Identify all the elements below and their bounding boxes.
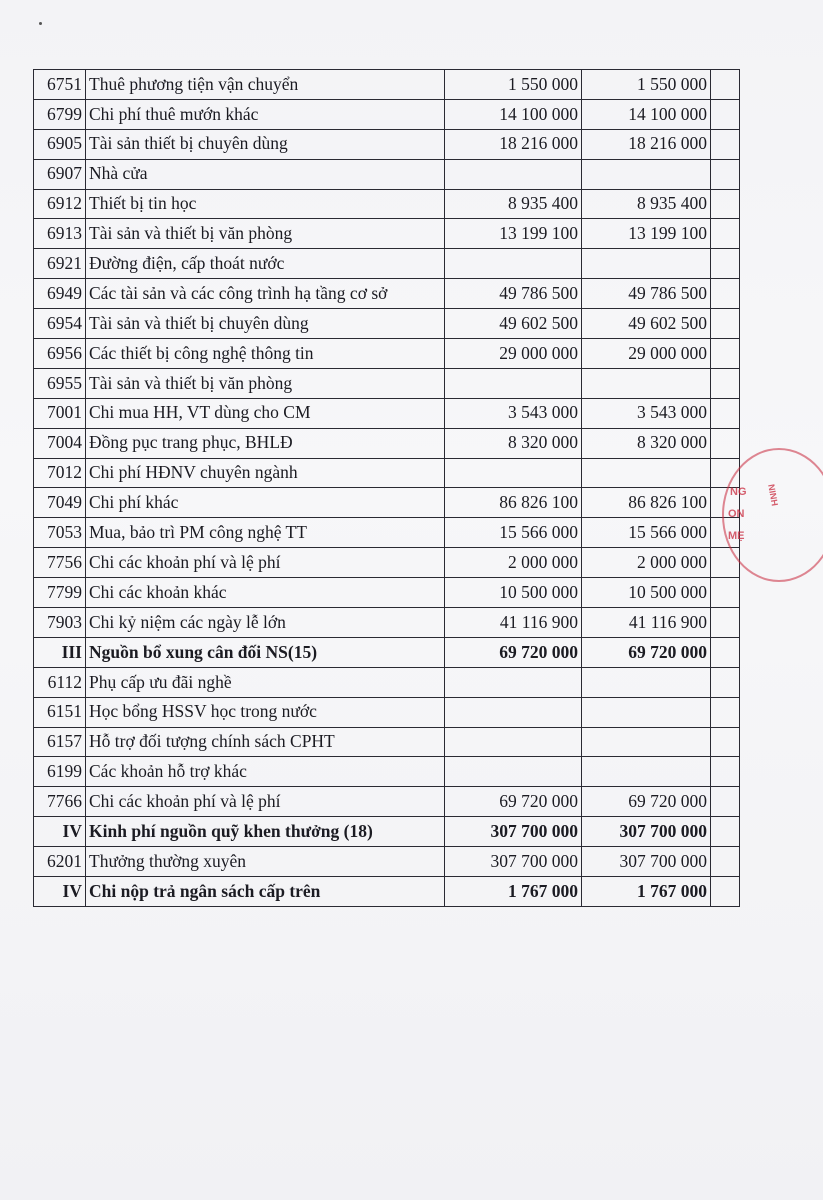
cell-code: 7756 — [34, 548, 86, 578]
cell-v1 — [445, 667, 582, 697]
cell-v1: 307 700 000 — [445, 817, 582, 847]
cell-note — [711, 398, 740, 428]
cell-code: 6913 — [34, 219, 86, 249]
cell-v2: 10 500 000 — [582, 578, 711, 608]
table-row — [34, 757, 740, 787]
cell-name: Chi phí HĐNV chuyên ngành — [86, 458, 445, 488]
cell-code: 7049 — [34, 488, 86, 518]
cell-code: 6157 — [34, 727, 86, 757]
cell-name: Tài sản và thiết bị văn phòng — [86, 219, 445, 249]
cell-v2 — [582, 757, 711, 787]
cell-name: Các tài sản và các công trình hạ tầng cơ sở — [86, 279, 445, 309]
cell-name: Nhà cửa — [86, 159, 445, 189]
cell-v1: 69 720 000 — [445, 637, 582, 667]
cell-code: IV — [34, 817, 86, 847]
cell-code: 7012 — [34, 458, 86, 488]
cell-code: IV — [34, 877, 86, 907]
cell-name: Hỗ trợ đối tượng chính sách CPHT — [86, 727, 445, 757]
cell-note — [711, 189, 740, 219]
cell-note — [711, 877, 740, 907]
cell-v2 — [582, 727, 711, 757]
table-row — [34, 458, 740, 488]
cell-note — [711, 99, 740, 129]
cell-v1: 69 720 000 — [445, 787, 582, 817]
cell-code: 6956 — [34, 339, 86, 369]
cell-name: Kinh phí nguồn quỹ khen thưởng (18) — [86, 817, 445, 847]
budget-table — [33, 69, 740, 907]
cell-name: Phụ cấp ưu đãi nghề — [86, 667, 445, 697]
cell-v1: 41 116 900 — [445, 608, 582, 638]
cell-note — [711, 578, 740, 608]
cell-note — [711, 159, 740, 189]
cell-v2: 1 550 000 — [582, 70, 711, 100]
cell-v2: 307 700 000 — [582, 817, 711, 847]
cell-v1: 2 000 000 — [445, 548, 582, 578]
cell-name: Chi nộp trả ngân sách cấp trên — [86, 877, 445, 907]
cell-name: Chi các khoản phí và lệ phí — [86, 787, 445, 817]
cell-v2 — [582, 159, 711, 189]
cell-note — [711, 637, 740, 667]
cell-code: 7799 — [34, 578, 86, 608]
cell-v2 — [582, 667, 711, 697]
cell-note — [711, 667, 740, 697]
table-row — [34, 847, 740, 877]
cell-v1: 307 700 000 — [445, 847, 582, 877]
cell-name: Học bổng HSSV học trong nước — [86, 697, 445, 727]
cell-name: Tài sản thiết bị chuyên dùng — [86, 129, 445, 159]
table-row — [34, 398, 740, 428]
cell-v1: 86 826 100 — [445, 488, 582, 518]
table-row — [34, 667, 740, 697]
cell-v1: 29 000 000 — [445, 339, 582, 369]
cell-note — [711, 727, 740, 757]
cell-v1: 18 216 000 — [445, 129, 582, 159]
cell-note — [711, 608, 740, 638]
cell-v2: 3 543 000 — [582, 398, 711, 428]
cell-note — [711, 787, 740, 817]
table-row — [34, 189, 740, 219]
cell-code: 6921 — [34, 249, 86, 279]
cell-note — [711, 757, 740, 787]
table-row — [34, 129, 740, 159]
table-row — [34, 637, 740, 667]
cell-v1 — [445, 368, 582, 398]
cell-note — [711, 279, 740, 309]
table-row — [34, 368, 740, 398]
cell-v2: 18 216 000 — [582, 129, 711, 159]
cell-code: 6151 — [34, 697, 86, 727]
cell-v2 — [582, 697, 711, 727]
cell-v1 — [445, 727, 582, 757]
cell-code: 6112 — [34, 667, 86, 697]
cell-v1: 13 199 100 — [445, 219, 582, 249]
cell-name: Đường điện, cấp thoát nước — [86, 249, 445, 279]
cell-v1: 3 543 000 — [445, 398, 582, 428]
cell-name: Chi các khoản khác — [86, 578, 445, 608]
cell-v2: 2 000 000 — [582, 548, 711, 578]
cell-code: 6955 — [34, 368, 86, 398]
cell-v2: 49 786 500 — [582, 279, 711, 309]
table-row — [34, 279, 740, 309]
cell-v1 — [445, 159, 582, 189]
table-row — [34, 578, 740, 608]
cell-v2: 29 000 000 — [582, 339, 711, 369]
cell-name: Nguồn bổ xung cân đối NS(15) — [86, 637, 445, 667]
budget-table-body — [34, 70, 740, 907]
cell-note — [711, 817, 740, 847]
cell-note — [711, 70, 740, 100]
cell-v1 — [445, 757, 582, 787]
stamp-text: NINH — [766, 483, 780, 507]
table-row — [34, 518, 740, 548]
cell-v1: 8 935 400 — [445, 189, 582, 219]
cell-v2: 1 767 000 — [582, 877, 711, 907]
cell-v2 — [582, 458, 711, 488]
cell-note — [711, 249, 740, 279]
cell-v2: 14 100 000 — [582, 99, 711, 129]
cell-v2: 307 700 000 — [582, 847, 711, 877]
table-row — [34, 697, 740, 727]
cell-v2: 13 199 100 — [582, 219, 711, 249]
cell-name: Chi kỷ niệm các ngày lễ lớn — [86, 608, 445, 638]
cell-v1 — [445, 249, 582, 279]
cell-v1: 1 767 000 — [445, 877, 582, 907]
cell-note — [711, 368, 740, 398]
cell-code: 6751 — [34, 70, 86, 100]
cell-v1: 15 566 000 — [445, 518, 582, 548]
cell-code: 6949 — [34, 279, 86, 309]
cell-v2 — [582, 249, 711, 279]
cell-name: Tài sản và thiết bị văn phòng — [86, 368, 445, 398]
cell-v1: 1 550 000 — [445, 70, 582, 100]
cell-v1: 49 786 500 — [445, 279, 582, 309]
stamp-text: NG — [730, 486, 747, 498]
cell-note — [711, 309, 740, 339]
cell-name: Chi phí khác — [86, 488, 445, 518]
cell-code: 7903 — [34, 608, 86, 638]
cell-name: Mua, bảo trì PM công nghệ TT — [86, 518, 445, 548]
cell-v1 — [445, 697, 582, 727]
cell-v2: 49 602 500 — [582, 309, 711, 339]
table-row — [34, 219, 740, 249]
cell-name: Chi các khoản phí và lệ phí — [86, 548, 445, 578]
cell-code: 6912 — [34, 189, 86, 219]
cell-note — [711, 697, 740, 727]
cell-v2: 41 116 900 — [582, 608, 711, 638]
cell-name: Chi phí thuê mướn khác — [86, 99, 445, 129]
table-row — [34, 608, 740, 638]
cell-name: Chi mua HH, VT dùng cho CM — [86, 398, 445, 428]
cell-note — [711, 129, 740, 159]
table-row — [34, 339, 740, 369]
cell-note — [711, 339, 740, 369]
cell-code: 6954 — [34, 309, 86, 339]
table-row — [34, 727, 740, 757]
cell-code: 7053 — [34, 518, 86, 548]
stamp-text: MẸ — [728, 530, 745, 542]
cell-v2: 8 320 000 — [582, 428, 711, 458]
cell-v2: 8 935 400 — [582, 189, 711, 219]
table-row — [34, 488, 740, 518]
cell-v2: 15 566 000 — [582, 518, 711, 548]
cell-name: Các thiết bị công nghệ thông tin — [86, 339, 445, 369]
cell-v2 — [582, 368, 711, 398]
cell-name: Thuê phương tiện vận chuyển — [86, 70, 445, 100]
cell-name: Các khoản hỗ trợ khác — [86, 757, 445, 787]
table-row — [34, 309, 740, 339]
cell-name: Tài sản và thiết bị chuyên dùng — [86, 309, 445, 339]
table-row — [34, 548, 740, 578]
cell-code: 6907 — [34, 159, 86, 189]
table-row — [34, 428, 740, 458]
cell-code: 6905 — [34, 129, 86, 159]
cell-name: Thiết bị tin học — [86, 189, 445, 219]
table-row — [34, 787, 740, 817]
cell-v2: 69 720 000 — [582, 787, 711, 817]
cell-code: 6799 — [34, 99, 86, 129]
cell-code: 6199 — [34, 757, 86, 787]
cell-code: 7001 — [34, 398, 86, 428]
cell-name: Đồng pục trang phục, BHLĐ — [86, 428, 445, 458]
table-row — [34, 159, 740, 189]
cell-note — [711, 219, 740, 249]
table-row — [34, 817, 740, 847]
cell-note — [711, 847, 740, 877]
cell-v1 — [445, 458, 582, 488]
cell-code: 7004 — [34, 428, 86, 458]
table-row — [34, 70, 740, 100]
cell-v2: 69 720 000 — [582, 637, 711, 667]
cell-v2: 86 826 100 — [582, 488, 711, 518]
cell-v1: 8 320 000 — [445, 428, 582, 458]
cell-v1: 14 100 000 — [445, 99, 582, 129]
stamp-text: ON — [728, 508, 745, 520]
cell-v1: 10 500 000 — [445, 578, 582, 608]
cell-code: 6201 — [34, 847, 86, 877]
table-row — [34, 99, 740, 129]
cell-note — [711, 428, 740, 458]
page-mark — [39, 22, 42, 25]
cell-code: 7766 — [34, 787, 86, 817]
table-row — [34, 877, 740, 907]
cell-name: Thưởng thường xuyên — [86, 847, 445, 877]
cell-v1: 49 602 500 — [445, 309, 582, 339]
table-row — [34, 249, 740, 279]
cell-code: III — [34, 637, 86, 667]
